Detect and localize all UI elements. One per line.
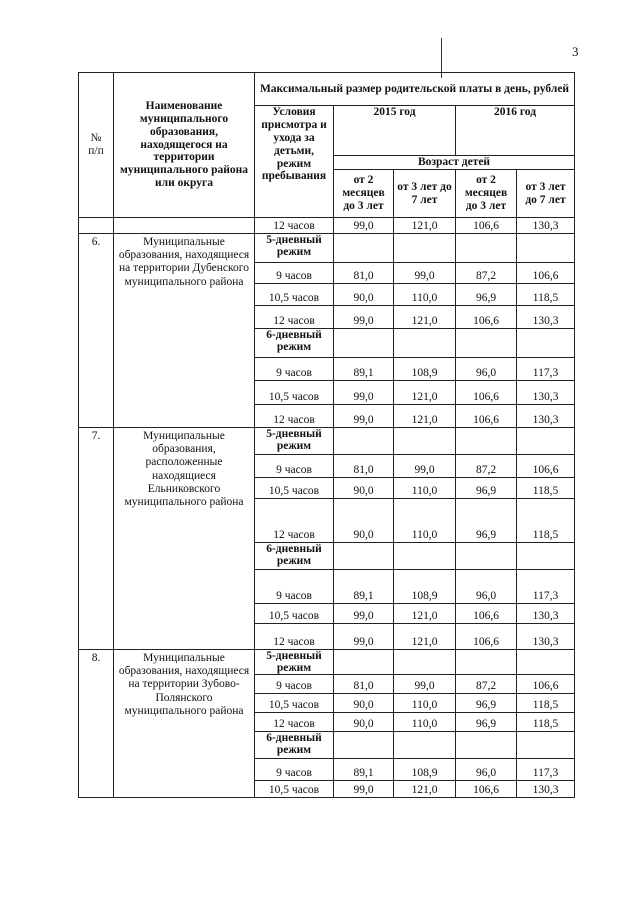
- value-3y-7y-2016: 118,5: [517, 713, 575, 732]
- table-row: [79, 650, 575, 675]
- value-3y-7y-2016: 117,3: [517, 570, 575, 604]
- empty-cell: [334, 650, 394, 675]
- header-age-2m-3y-2015: от 2 месяцев до 3 лет: [334, 170, 394, 218]
- value-2m-3y-2015: 90,0: [334, 478, 394, 499]
- schedule-mode: 5-дневный режим: [255, 650, 334, 675]
- value-3y-7y-2015: 110,0: [394, 284, 456, 306]
- condition-hours: 9 часов: [255, 675, 334, 694]
- condition-hours: 10,5 часов: [255, 381, 334, 405]
- value-2m-3y-2015: 81,0: [334, 455, 394, 478]
- value-3y-7y-2015: 108,9: [394, 759, 456, 781]
- value-2m-3y-2015: 89,1: [334, 570, 394, 604]
- value-2m-3y-2016: 96,0: [456, 570, 517, 604]
- empty-cell: [334, 428, 394, 455]
- condition-hours: 12 часов: [255, 405, 334, 428]
- value-3y-7y-2016: 130,3: [517, 306, 575, 329]
- schedule-mode: 6-дневный режим: [255, 329, 334, 358]
- value-2m-3y-2015: 99,0: [334, 381, 394, 405]
- empty-cell: [517, 234, 575, 263]
- empty-cell: [79, 218, 114, 234]
- condition-hours: 12 часов: [255, 218, 334, 234]
- condition-hours: 10,5 часов: [255, 284, 334, 306]
- schedule-mode: 5-дневный режим: [255, 234, 334, 263]
- value-2m-3y-2016: 106,6: [456, 781, 517, 798]
- table-row: [79, 428, 575, 455]
- row-number: 6.: [79, 234, 114, 428]
- value-2m-3y-2015: 90,0: [334, 499, 394, 543]
- value-3y-7y-2015: 108,9: [394, 570, 456, 604]
- condition-hours: 9 часов: [255, 358, 334, 381]
- value-3y-7y-2016: 118,5: [517, 694, 575, 713]
- empty-cell: [456, 428, 517, 455]
- value-2m-3y-2016: 106,6: [456, 604, 517, 624]
- header-conditions: Условия присмотра и ухода за детьми, режим пребывания: [255, 106, 334, 218]
- value-2m-3y-2016: 96,9: [456, 499, 517, 543]
- value-2m-3y-2016: 96,0: [456, 358, 517, 381]
- value-3y-7y-2015: 121,0: [394, 381, 456, 405]
- value-2m-3y-2016: 96,9: [456, 284, 517, 306]
- parental-fee-table: [78, 72, 575, 798]
- municipality-name: Муниципальные образования, находящиеся на территории Зубово-Полянского муниципального района: [114, 650, 255, 798]
- value-2m-3y-2015: 90,0: [334, 713, 394, 732]
- value-3y-7y-2015: 99,0: [394, 675, 456, 694]
- page-number: 3: [572, 44, 579, 59]
- value-2m-3y-2015: 90,0: [334, 694, 394, 713]
- value-2m-3y-2015: 99,0: [334, 604, 394, 624]
- value-3y-7y-2015: 110,0: [394, 478, 456, 499]
- empty-cell: [334, 329, 394, 358]
- schedule-mode: 6-дневный режим: [255, 543, 334, 570]
- condition-hours: 9 часов: [255, 455, 334, 478]
- value-2m-3y-2016: 106,6: [456, 405, 517, 428]
- municipality-name: Муниципальные образования, находящиеся на территории Дубенского муниципального района: [114, 234, 255, 428]
- schedule-mode: 6-дневный режим: [255, 732, 334, 759]
- empty-cell: [517, 329, 575, 358]
- header-age-children: Возраст детей: [334, 156, 575, 170]
- value-2m-3y-2015: 99,0: [334, 306, 394, 329]
- empty-cell: [394, 234, 456, 263]
- value-2m-3y-2015: 99,0: [334, 405, 394, 428]
- value-3y-7y-2015: 99,0: [394, 455, 456, 478]
- condition-hours: 10,5 часов: [255, 694, 334, 713]
- value-3y-7y-2016: 117,3: [517, 759, 575, 781]
- value-2m-3y-2015: 90,0: [334, 284, 394, 306]
- value-3y-7y-2016: 118,5: [517, 284, 575, 306]
- empty-cell: [456, 650, 517, 675]
- condition-hours: 12 часов: [255, 624, 334, 650]
- value-2m-3y-2016: 96,0: [456, 759, 517, 781]
- value-3y-7y-2015: 110,0: [394, 713, 456, 732]
- empty-cell: [517, 732, 575, 759]
- value-3y-7y-2015: 108,9: [394, 358, 456, 381]
- value-3y-7y-2016: 130,3: [517, 218, 575, 234]
- value-2m-3y-2016: 96,9: [456, 478, 517, 499]
- value-3y-7y-2016: 130,3: [517, 624, 575, 650]
- value-2m-3y-2015: 81,0: [334, 675, 394, 694]
- condition-hours: 12 часов: [255, 306, 334, 329]
- condition-hours: 10,5 часов: [255, 478, 334, 499]
- table-row: [79, 218, 575, 234]
- condition-hours: 12 часов: [255, 499, 334, 543]
- value-3y-7y-2016: 106,6: [517, 263, 575, 284]
- value-3y-7y-2015: 121,0: [394, 218, 456, 234]
- municipality-name: Муниципальные образования, расположенные находящиеся Ельниковского муниципального района: [114, 428, 255, 650]
- empty-cell: [114, 218, 255, 234]
- value-3y-7y-2016: 106,6: [517, 675, 575, 694]
- value-3y-7y-2015: 121,0: [394, 604, 456, 624]
- value-3y-7y-2015: 121,0: [394, 405, 456, 428]
- value-3y-7y-2015: 121,0: [394, 306, 456, 329]
- value-2m-3y-2016: 106,6: [456, 306, 517, 329]
- value-2m-3y-2016: 96,9: [456, 713, 517, 732]
- value-2m-3y-2015: 99,0: [334, 781, 394, 798]
- condition-hours: 10,5 часов: [255, 604, 334, 624]
- value-3y-7y-2016: 130,3: [517, 405, 575, 428]
- header-age-3y-7y-2015: от 3 лет до 7 лет: [394, 170, 456, 218]
- empty-cell: [456, 234, 517, 263]
- condition-hours: 10,5 часов: [255, 781, 334, 798]
- value-3y-7y-2015: 121,0: [394, 624, 456, 650]
- value-2m-3y-2015: 89,1: [334, 759, 394, 781]
- empty-cell: [456, 543, 517, 570]
- value-2m-3y-2015: 99,0: [334, 218, 394, 234]
- value-3y-7y-2015: 99,0: [394, 263, 456, 284]
- value-2m-3y-2016: 96,9: [456, 694, 517, 713]
- schedule-mode: 5-дневный режим: [255, 428, 334, 455]
- value-2m-3y-2015: 99,0: [334, 624, 394, 650]
- empty-cell: [394, 732, 456, 759]
- header-number: № п/п: [79, 73, 114, 218]
- empty-cell: [517, 428, 575, 455]
- value-3y-7y-2016: 118,5: [517, 478, 575, 499]
- condition-hours: 9 часов: [255, 263, 334, 284]
- value-3y-7y-2016: 117,3: [517, 358, 575, 381]
- value-2m-3y-2016: 106,6: [456, 624, 517, 650]
- empty-cell: [394, 428, 456, 455]
- value-3y-7y-2016: 130,3: [517, 604, 575, 624]
- empty-cell: [334, 543, 394, 570]
- empty-cell: [334, 732, 394, 759]
- value-2m-3y-2016: 87,2: [456, 675, 517, 694]
- value-2m-3y-2016: 106,6: [456, 381, 517, 405]
- header-year-2015: 2015 год: [334, 106, 456, 156]
- empty-cell: [394, 543, 456, 570]
- value-3y-7y-2015: 110,0: [394, 499, 456, 543]
- header-max-fee: Максимальный размер родительской платы в день, рублей: [255, 73, 575, 106]
- value-3y-7y-2016: 118,5: [517, 499, 575, 543]
- header-municipality: Наименование муниципального образования, находящегося на территории муниципального района или округа: [114, 73, 255, 218]
- header-year-2016: 2016 год: [456, 106, 575, 156]
- value-3y-7y-2015: 110,0: [394, 694, 456, 713]
- value-2m-3y-2015: 89,1: [334, 358, 394, 381]
- value-3y-7y-2015: 121,0: [394, 781, 456, 798]
- value-2m-3y-2016: 87,2: [456, 455, 517, 478]
- empty-cell: [394, 329, 456, 358]
- value-3y-7y-2016: 130,3: [517, 381, 575, 405]
- empty-cell: [517, 543, 575, 570]
- empty-cell: [394, 650, 456, 675]
- condition-hours: 12 часов: [255, 713, 334, 732]
- value-3y-7y-2016: 106,6: [517, 455, 575, 478]
- value-2m-3y-2015: 81,0: [334, 263, 394, 284]
- header-age-2m-3y-2016: от 2 месяцев до 3 лет: [456, 170, 517, 218]
- empty-cell: [456, 732, 517, 759]
- table-row: [79, 234, 575, 263]
- row-number: 7.: [79, 428, 114, 650]
- empty-cell: [517, 650, 575, 675]
- condition-hours: 9 часов: [255, 570, 334, 604]
- value-2m-3y-2016: 87,2: [456, 263, 517, 284]
- row-number: 8.: [79, 650, 114, 798]
- empty-cell: [456, 329, 517, 358]
- empty-cell: [334, 234, 394, 263]
- condition-hours: 9 часов: [255, 759, 334, 781]
- value-3y-7y-2016: 130,3: [517, 781, 575, 798]
- value-2m-3y-2016: 106,6: [456, 218, 517, 234]
- header-age-3y-7y-2016: от 3 лет до 7 лет: [517, 170, 575, 218]
